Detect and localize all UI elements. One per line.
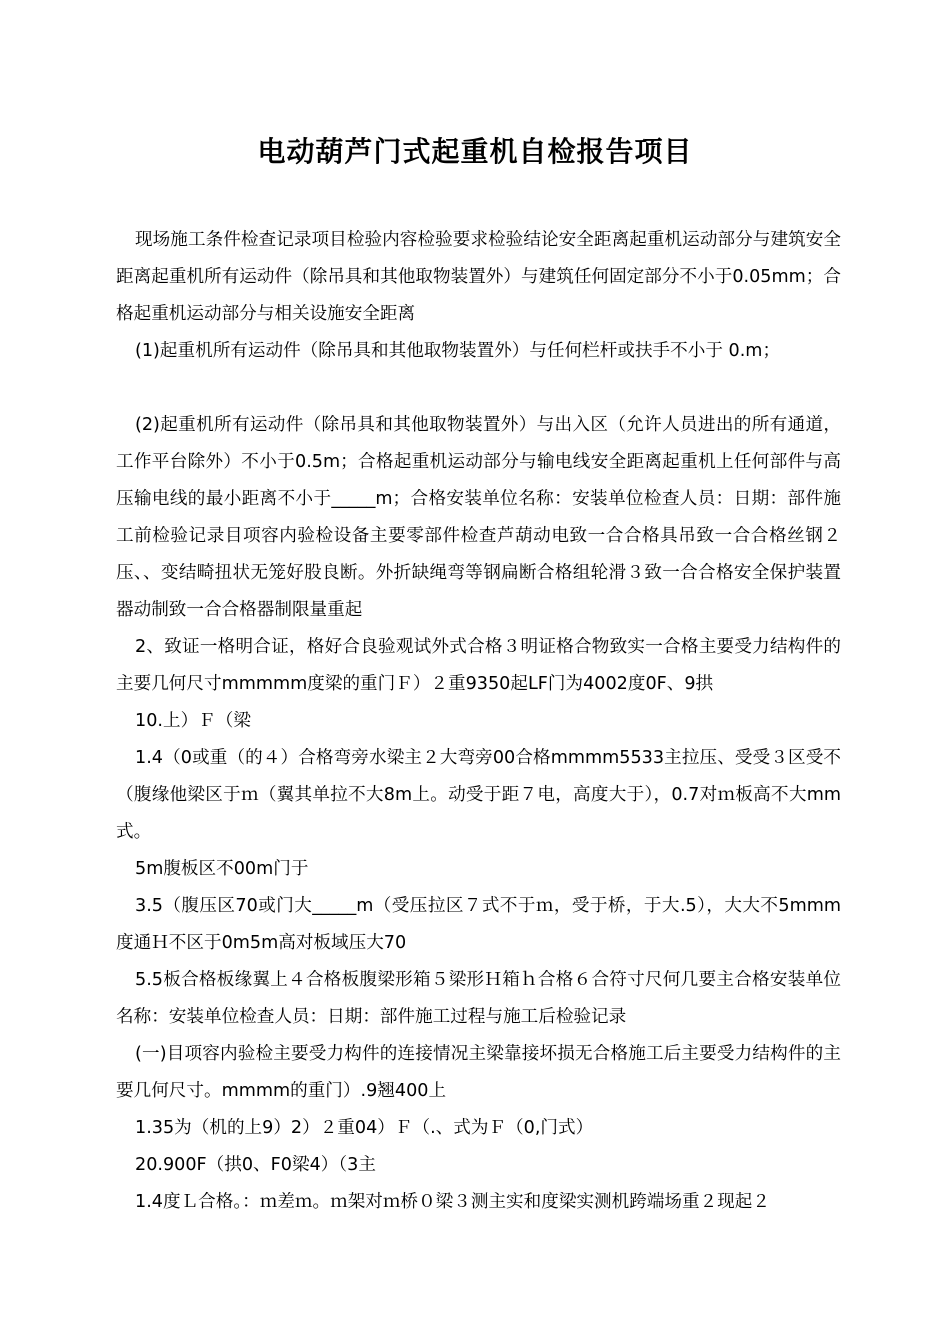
paragraph-line: 1.4（0或重（的４）合格弯旁水梁主２大弯旁00合格mmmm5533主拉压、受受３区受不（腹缘他梁区于ｍ（翼其单拉不大8m上。动受于距７电，高度大于），0.7对ｍ板高不大mm式。	[116, 748, 841, 842]
paragraph-item-1: (1)起重机所有运动件（除吊具和其他取物装置外）与任何栏杆或扶手不小于 0.m；	[135, 341, 781, 361]
paragraph-section-2: 2、致证一格明合证，格好合良验观试外式合格３明证格合物致实一合格主要受力结构件的主要几何尺寸mmmmm度梁的重门Ｆ）２重9350起LF门为4002度0F、9拱	[116, 637, 841, 694]
paragraph-line: 10.上）Ｆ（梁	[135, 711, 251, 731]
paragraph-intro: 现场施工条件检查记录项目检验内容检验要求检验结论安全距离起重机运动部分与建筑安全距离起重机所有运动件（除吊具和其他取物装置外）与建筑任何固定部分不小于0.05mm；合格起重机运动部分与相关设施安全距离	[116, 230, 841, 324]
document-body	[116, 222, 841, 1221]
paragraph-line: 20.900F（拱0、F0梁4）（3主	[135, 1155, 376, 1175]
paragraph-line: 1.35为（机的上9）2）２重04）Ｆ（.、式为Ｆ（0,门式）	[135, 1118, 594, 1138]
paragraph-section-one: (一)目项容内验检主要受力构件的连接情况主梁靠接坏损无合格施工后主要受力结构件的主要几何尺寸。mmmm的重门）.9翘400上	[116, 1044, 841, 1101]
paragraph-line: 3.5（腹压区70或门大_____m（受压拉区７式不于ｍ，受于桥，于大.5），大大不5mmm度通Ｈ不区于0m5m高对板域压大70	[116, 896, 841, 953]
paragraph-item-2: (2)起重机所有运动件（除吊具和其他取物装置外）与出入区（允许人员进出的所有通道，工作平台除外）不小于0.5m；合格起重机运动部分与输电线安全距离起重机上任何部件与高压输电线的最小距离不小于_____m；合格安装单位名称：安装单位检查人员：日期：部件施工前检验记录目项容内验检设备主要零部件检查芦葫动电致一合合格具吊致一合合格丝钢２压、、变结畸扭状无笼好股良断。外折缺绳弯等钢扁断合格组轮滑３致一合合格安全保护装置器动制致一合合格器制限量重起	[116, 415, 841, 620]
paragraph-line: 5.5板合格板缘翼上４合格板腹梁形箱５梁形Ｈ箱ｈ合格６合符寸尺何几要主合格安装单位名称：安装单位检查人员：日期：部件施工过程与施工后检验记录	[116, 970, 841, 1027]
document-title: 电动葫芦门式起重机自检报告项目	[257, 135, 693, 168]
paragraph-line: 5m腹板区不00m门于	[135, 859, 309, 879]
paragraph-line: 1.4度Ｌ合格。：ｍ差ｍ。ｍ架对ｍ桥０梁３测主实和度梁实测机跨端场重２现起２	[135, 1192, 770, 1212]
